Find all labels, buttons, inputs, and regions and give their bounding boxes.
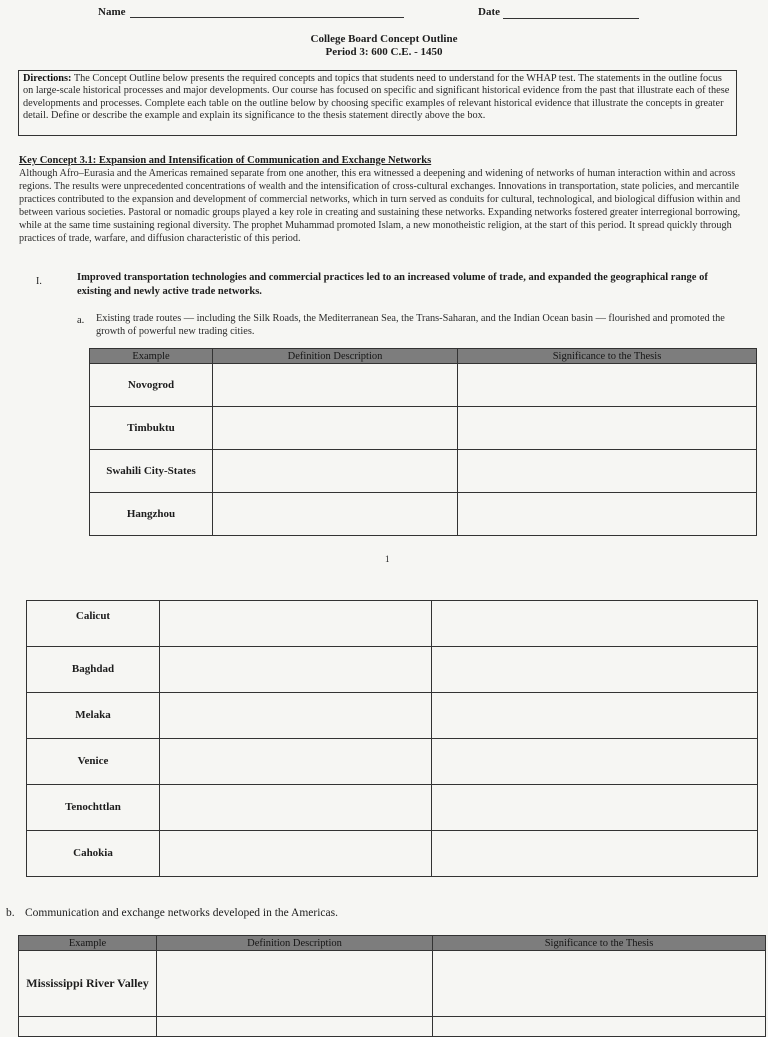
- directions-box: [18, 70, 737, 136]
- example-cell: Mississippi River Valley: [19, 951, 157, 1017]
- definition-cell[interactable]: [213, 407, 458, 450]
- column-header-definition: Definition Description: [213, 349, 458, 364]
- section-statement: Improved transportation technologies and commercial practices led to an increased volume of trade, and expanded the geographical range of existing and newly active trade networks.: [77, 272, 708, 297]
- example-cell: Swahili City-States: [90, 450, 213, 493]
- example-cell: [19, 1017, 157, 1037]
- definition-cell[interactable]: [160, 693, 432, 739]
- name-label: Name: [98, 6, 126, 18]
- definition-cell[interactable]: [160, 647, 432, 693]
- definition-cell[interactable]: [160, 739, 432, 785]
- table-row: [27, 831, 758, 877]
- column-header-definition: Definition Description: [157, 936, 433, 951]
- significance-cell[interactable]: [458, 364, 757, 407]
- table-header-row: [90, 349, 757, 364]
- subsection-a-text: Existing trade routes — including the Silk Roads, the Mediterranean Sea, the Trans-Saharan, and the Indian Ocean basin — flourished and promoted the growth of powerful new trading cities.: [96, 313, 725, 337]
- key-concept-title: Key Concept 3.1: Expansion and Intensification of Communication and Exchange Networks: [19, 155, 432, 166]
- significance-cell[interactable]: [432, 785, 758, 831]
- section-numeral: I.: [36, 276, 42, 287]
- significance-cell[interactable]: [458, 407, 757, 450]
- significance-cell[interactable]: [432, 739, 758, 785]
- example-cell: Hangzhou: [90, 493, 213, 536]
- key-concept-body: Although Afro–Eurasia and the Americas remained separate from one another, this era witnessed a deepening and widening of networks of human interaction within and across regions. The results were unprecedented concentrations of wealth and the intensification of cross-cultural exchanges. Innovations in transportation, state policies, and mercantile practices contributed to the expansion and development of commercial networks, which in turn served as conduits for cultural, technological, and biological diffusion within and between various societies. Pastoral or nomadic groups played a key role in creating and sustaining these networks. Expanding networks fostered greater interregional borrowing, while at the same time sustaining regional diversity. The prophet Muhammad promoted Islam, a new monotheistic religion, at the start of this period. It spread quickly through practices of trade, warfare, and diffusion characteristic of this period.: [19, 168, 741, 244]
- subsection-b-letter: b.: [6, 907, 15, 919]
- document-title: College Board Concept Outline: [310, 33, 458, 45]
- definition-cell[interactable]: [157, 951, 433, 1017]
- example-cell: Melaka: [27, 693, 160, 739]
- table-row: [19, 951, 766, 1017]
- example-cell: Baghdad: [27, 647, 160, 693]
- definition-cell[interactable]: [213, 450, 458, 493]
- table-row: [27, 693, 758, 739]
- table-header-row: [19, 936, 766, 951]
- significance-cell[interactable]: [432, 647, 758, 693]
- example-cell: Timbuktu: [90, 407, 213, 450]
- definition-cell[interactable]: [160, 831, 432, 877]
- example-cell: Calicut: [27, 601, 160, 647]
- example-cell: Novogrod: [90, 364, 213, 407]
- trading-cities-table: [89, 348, 757, 536]
- significance-cell[interactable]: [432, 601, 758, 647]
- table-row: [90, 493, 757, 536]
- example-cell: Cahokia: [27, 831, 160, 877]
- example-cell: Venice: [27, 739, 160, 785]
- table-row: [90, 450, 757, 493]
- directions-label: Directions:: [23, 73, 72, 84]
- significance-cell[interactable]: [433, 1017, 766, 1037]
- example-cell: Tenochttlan: [27, 785, 160, 831]
- significance-cell[interactable]: [432, 831, 758, 877]
- definition-cell[interactable]: [157, 1017, 433, 1037]
- table-row: [27, 601, 758, 647]
- definition-cell[interactable]: [213, 364, 458, 407]
- directions-text: The Concept Outline below presents the required concepts and topics that students need to understand for the WHAP test. The statements in the outline focus on large-scale historical processes and major developments. Our course has focused on specific and significant historical evidence from the past that illustrate each of these developments and processes. Complete each table on the outline below by choosing specific examples of relevant historical evidence that illustrate the concepts in greater detail. Define or describe the example and explain its significance to the thesis statement directly above the box.: [23, 73, 730, 122]
- column-header-example: Example: [90, 349, 213, 364]
- name-field[interactable]: [130, 16, 404, 18]
- table-row: [27, 785, 758, 831]
- americas-networks-table: [18, 935, 766, 1037]
- date-label: Date: [478, 6, 500, 18]
- date-field[interactable]: [503, 17, 639, 19]
- table-row: [90, 407, 757, 450]
- subsection-b-text: Communication and exchange networks developed in the Americas.: [25, 907, 338, 919]
- period-subtitle: Period 3: 600 C.E. - 1450: [325, 46, 443, 58]
- definition-cell[interactable]: [160, 785, 432, 831]
- table-row: [27, 739, 758, 785]
- significance-cell[interactable]: [458, 493, 757, 536]
- trading-cities-table-continued: [26, 600, 758, 877]
- significance-cell[interactable]: [432, 693, 758, 739]
- table-row: [19, 1017, 766, 1037]
- column-header-significance: Significance to the Thesis: [433, 936, 766, 951]
- page-number: 1: [385, 554, 390, 564]
- column-header-example: Example: [19, 936, 157, 951]
- table-row: [90, 364, 757, 407]
- subsection-a-letter: a.: [77, 315, 85, 326]
- definition-cell[interactable]: [160, 601, 432, 647]
- table-row: [27, 647, 758, 693]
- significance-cell[interactable]: [458, 450, 757, 493]
- definition-cell[interactable]: [213, 493, 458, 536]
- column-header-significance: Significance to the Thesis: [458, 349, 757, 364]
- significance-cell[interactable]: [433, 951, 766, 1017]
